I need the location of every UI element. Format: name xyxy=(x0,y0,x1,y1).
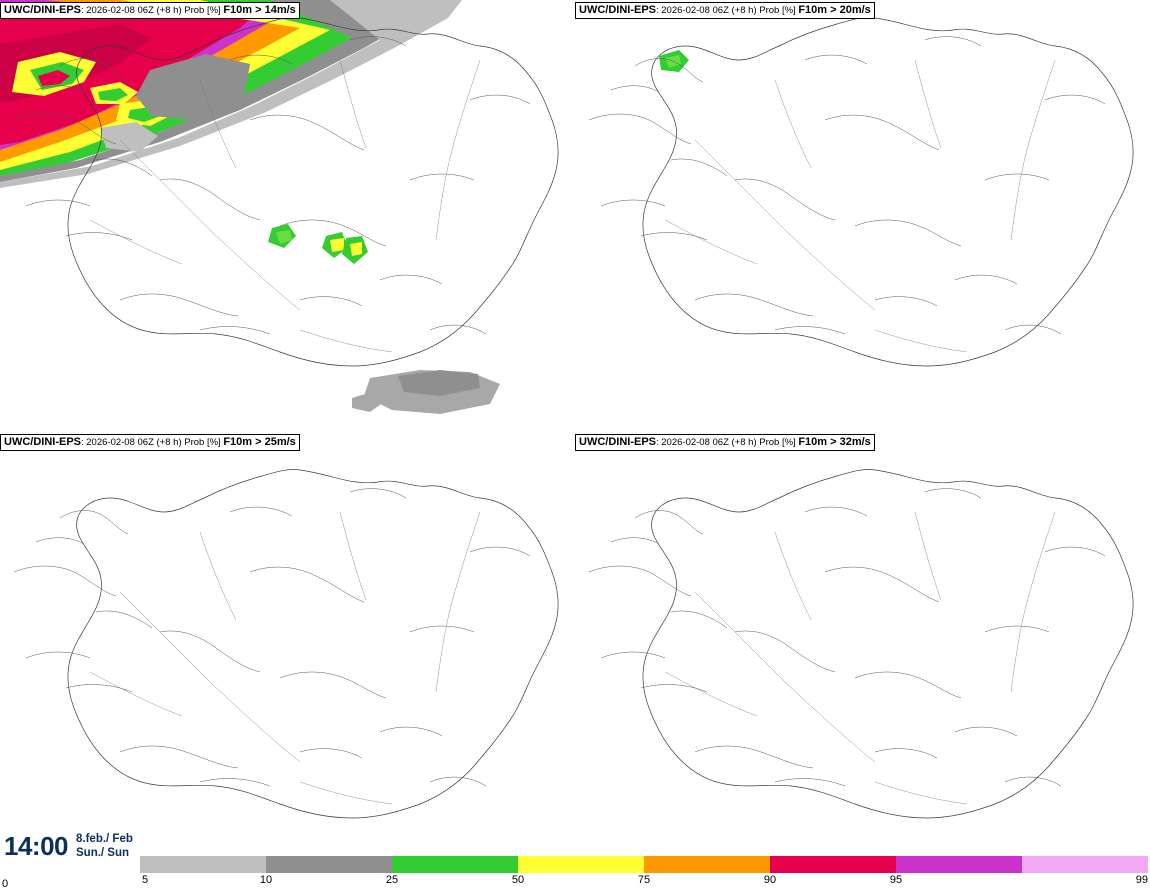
panel-model-name: UWC/DINI-EPS xyxy=(4,436,81,448)
colorbar-tick-99: 99 xyxy=(1135,874,1148,886)
iceland-rivers-roads xyxy=(665,60,1055,352)
panel-meta: : 2026-02-08 06Z (+8 h) Prob [%] xyxy=(81,5,224,16)
iceland-rivers-roads xyxy=(90,512,480,804)
panel-param: F10m > 20m/s xyxy=(798,4,871,16)
probability-field xyxy=(659,50,689,72)
map-canvas-25ms xyxy=(0,432,575,864)
valid-date xyxy=(76,832,133,860)
colorbar-tick-labels xyxy=(140,874,1148,890)
colorbar-segment-95 xyxy=(896,856,1022,873)
colorbar-tick-25: 25 xyxy=(385,874,399,886)
panel-param: F10m > 25m/s xyxy=(223,436,296,448)
colorbar-segment-75 xyxy=(644,856,770,873)
panel-model-name: UWC/DINI-EPS xyxy=(4,4,81,16)
colorbar-zero-label: 0 xyxy=(2,878,9,890)
colorbar-legend xyxy=(140,856,1148,891)
map-canvas-14ms xyxy=(0,0,575,432)
colorbar-segment-99 xyxy=(1022,856,1148,873)
colorbar-segment-90 xyxy=(770,856,896,873)
map-canvas-32ms xyxy=(575,432,1150,864)
panel-title-20ms xyxy=(575,2,875,19)
panel-meta: : 2026-02-08 06Z (+8 h) Prob [%] xyxy=(81,437,224,448)
panel-meta: : 2026-02-08 06Z (+8 h) Prob [%] xyxy=(656,437,799,448)
panel-model-name: UWC/DINI-EPS xyxy=(579,436,656,448)
panel-param: F10m > 14m/s xyxy=(223,4,296,16)
iceland-inner-detail xyxy=(14,489,530,786)
colorbar-tick-5: 5 xyxy=(142,874,149,886)
valid-time-block xyxy=(0,825,138,867)
colorbar-tick-10: 10 xyxy=(259,874,273,886)
panel-param: F10m > 32m/s xyxy=(798,436,871,448)
panel-title-32ms xyxy=(575,434,875,451)
iceland-rivers-roads xyxy=(665,512,1055,804)
panel-model-name: UWC/DINI-EPS xyxy=(579,4,656,16)
iceland-coastline xyxy=(643,469,1133,818)
colorbar-segment-50 xyxy=(518,856,644,873)
iceland-coastline xyxy=(68,469,558,818)
valid-date-line1: 8.feb./ Feb xyxy=(76,833,133,845)
panel-title-25ms xyxy=(0,434,300,451)
colorbar-tick-75: 75 xyxy=(637,874,651,886)
map-panel-14ms[interactable] xyxy=(0,0,575,432)
colorbar-segment-5 xyxy=(140,856,266,873)
panel-meta: : 2026-02-08 06Z (+8 h) Prob [%] xyxy=(656,5,799,16)
colorbar-tick-50: 50 xyxy=(511,874,525,886)
valid-date-line2: Sun./ Sun xyxy=(76,847,130,859)
probability-field xyxy=(0,0,500,414)
colorbar-strip xyxy=(140,856,1148,873)
colorbar-tick-90: 90 xyxy=(763,874,777,886)
colorbar-tick-95: 95 xyxy=(889,874,903,886)
iceland-inner-detail xyxy=(589,489,1105,786)
colorbar-segment-10 xyxy=(266,856,392,873)
colorbar-segment-25 xyxy=(392,856,518,873)
valid-time: 14:00 xyxy=(4,830,68,861)
iceland-coastline xyxy=(643,17,1133,366)
map-panel-20ms[interactable] xyxy=(575,0,1150,432)
map-panel-25ms[interactable] xyxy=(0,432,575,864)
panel-title-14ms xyxy=(0,2,300,19)
map-canvas-20ms xyxy=(575,0,1150,432)
map-panel-32ms[interactable] xyxy=(575,432,1150,864)
iceland-inner-detail xyxy=(589,37,1105,334)
